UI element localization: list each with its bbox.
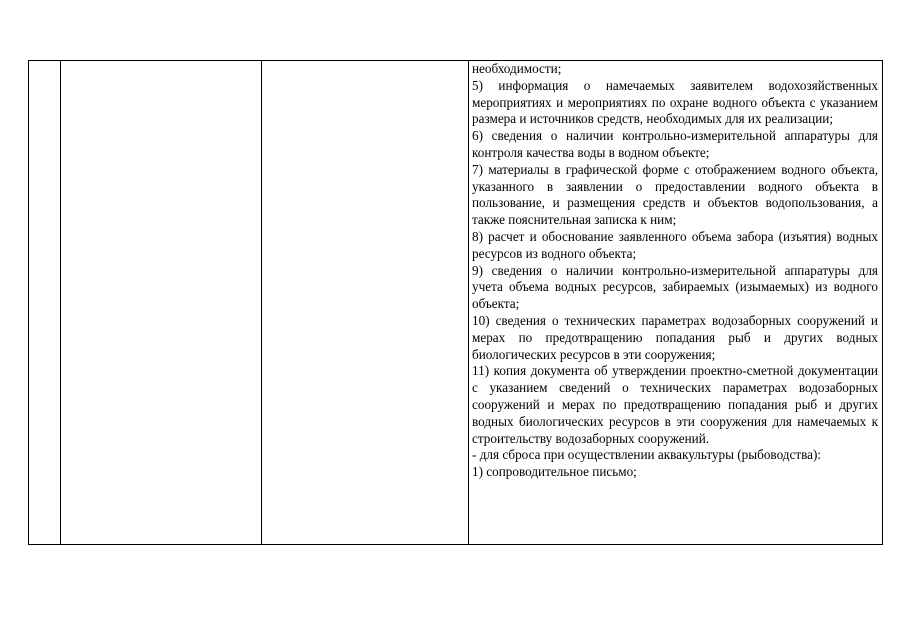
paragraph-item-8: 8) расчет и обоснование заявленного объема забора (изъятия) водных ресурсов из водного объекта;	[472, 228, 878, 261]
paragraph-item-9: 9) сведения о наличии контрольно-измерительной аппаратуры для учета объема водных ресурсов, забираемых (изымаемых) из водного объекта;	[472, 262, 878, 312]
paragraph-aquaculture-item-1: 1) сопроводительное письмо;	[472, 464, 637, 480]
requirements-cell	[469, 61, 883, 545]
name-cell	[61, 61, 262, 545]
paragraph-item-11: 11) копия документа об утверждении проектно-сметной документации с указанием сведений о технических параметрах водозаборных сооружений и мерах по предотвращению попадания рыб и других водных биологических ресурсов в эти сооружения для намечаемых к строительству водозаборных сооружений.	[472, 363, 878, 446]
number-cell	[29, 61, 61, 545]
paragraph-item-10: 10) сведения о технических параметрах водозаборных сооружений и мерах по предотвращению попадания рыб и других водных биологических ресурсов в эти сооружения;	[472, 312, 878, 362]
paragraph-item-7: 7) материалы в графической форме с отображением водного объекта, указанного в заявлении о предоставлении водного объекта в пользование, и размещения средств и объектов водопользования, а также пояснительная записка к ним;	[472, 161, 878, 228]
paragraph-aquaculture-heading: - для сброса при осуществлении аквакультуры (рыбоводства):	[472, 447, 822, 463]
document-table	[28, 60, 883, 545]
paragraph-item-6: 6) сведения о наличии контрольно-измерительной аппаратуры для контроля качества воды в водном объекте;	[472, 128, 878, 160]
table-row	[29, 61, 883, 545]
paragraph-item-5: 5) информация о намечаемых заявителем водохозяйственных мероприятиях и мероприятиях по охране водного объекта с указанием размера и источников средств, необходимых для их реализации;	[472, 77, 878, 127]
paragraph-continuation: необходимости;	[472, 61, 562, 76]
description-cell	[262, 61, 469, 545]
